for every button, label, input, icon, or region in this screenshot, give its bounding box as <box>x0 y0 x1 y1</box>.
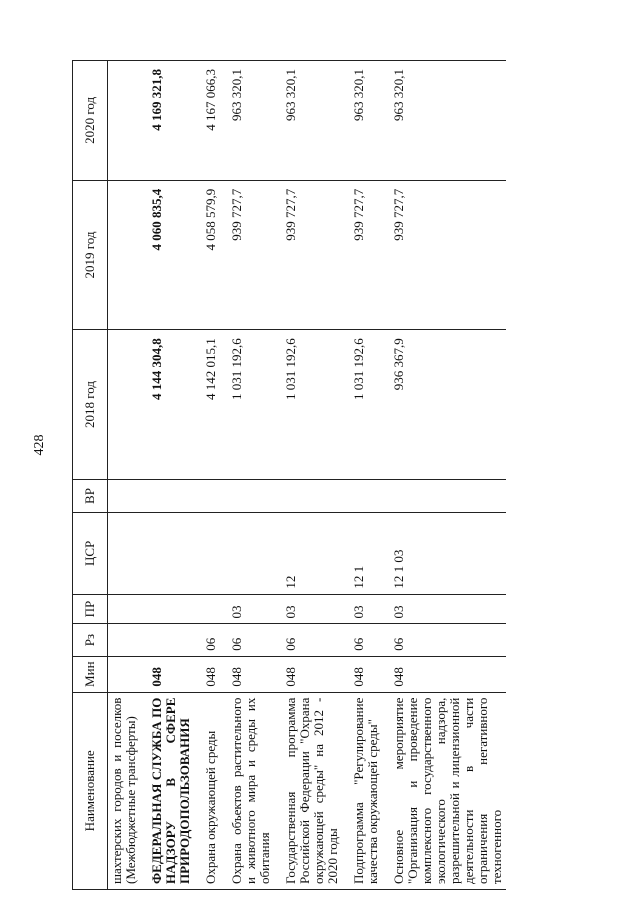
cell-rz: 06 <box>382 624 506 656</box>
cell-name: Охрана окружающей среды <box>194 692 220 889</box>
col-header-2020: 2020 год <box>73 61 108 181</box>
cell-2020 <box>108 61 141 181</box>
cell-csr <box>194 513 220 594</box>
cell-rz <box>140 624 194 656</box>
cell-vr <box>342 479 382 512</box>
col-header-min: Мин <box>73 656 108 692</box>
cell-2019: 4 058 579,9 <box>194 180 220 330</box>
cell-name: Подпрограмма "Регулирование качества окружающей среды" <box>342 692 382 889</box>
cell-2019: 939 727,7 <box>342 180 382 330</box>
cell-vr <box>140 479 194 512</box>
cell-min: 048 <box>194 656 220 692</box>
cell-name: шахтерских городов и поселков (Межбюджетные трансферты) <box>108 692 141 889</box>
table-row <box>274 61 342 890</box>
cell-2019: 939 727,7 <box>274 180 342 330</box>
budget-table <box>72 60 506 890</box>
cell-2020: 963 320,1 <box>382 61 506 181</box>
table-row <box>194 61 220 890</box>
cell-vr <box>220 479 274 512</box>
cell-2020: 963 320,1 <box>220 61 274 181</box>
cell-rz <box>108 624 141 656</box>
page-number: 428 <box>32 434 47 456</box>
cell-min: 048 <box>342 656 382 692</box>
cell-min: 048 <box>274 656 342 692</box>
table-row <box>342 61 382 890</box>
cell-rz: 06 <box>194 624 220 656</box>
cell-2018: 4 144 304,8 <box>140 330 194 480</box>
cell-vr <box>108 479 141 512</box>
table-row <box>140 61 194 890</box>
cell-min: 048 <box>220 656 274 692</box>
col-header-name: Наименование <box>73 692 108 889</box>
cell-2019: 939 727,7 <box>382 180 506 330</box>
cell-min: 048 <box>382 656 506 692</box>
col-header-2019: 2019 год <box>73 180 108 330</box>
table-row <box>220 61 274 890</box>
cell-vr <box>274 479 342 512</box>
col-header-vr: ВР <box>73 479 108 512</box>
table-row <box>382 61 506 890</box>
cell-min <box>108 656 141 692</box>
table-header-row <box>73 61 108 890</box>
rotated-table-container <box>72 60 607 890</box>
cell-2018: 4 142 015,1 <box>194 330 220 480</box>
cell-min: 048 <box>140 656 194 692</box>
table-row <box>108 61 141 890</box>
cell-name: ФЕДЕРАЛЬНАЯ СЛУЖБА ПО НАДЗОРУ В СФЕРЕ ПРИРОДОПОЛЬЗОВАНИЯ <box>140 692 194 889</box>
cell-rz: 06 <box>274 624 342 656</box>
cell-pr: 03 <box>342 594 382 624</box>
cell-2019: 4 060 835,4 <box>140 180 194 330</box>
cell-2019 <box>108 180 141 330</box>
cell-vr <box>382 479 506 512</box>
cell-csr: 12 1 03 <box>382 513 506 594</box>
cell-pr <box>194 594 220 624</box>
cell-name: Государственная программа Российской Федерации "Охрана окружающей среды" на 2012 - 2020 годы <box>274 692 342 889</box>
cell-2018: 936 367,9 <box>382 330 506 480</box>
cell-csr: 12 1 <box>342 513 382 594</box>
cell-2018: 1 031 192,6 <box>342 330 382 480</box>
cell-pr: 03 <box>274 594 342 624</box>
rotated-table-viewport <box>72 60 607 890</box>
cell-rz: 06 <box>342 624 382 656</box>
col-header-2018: 2018 год <box>73 330 108 480</box>
cell-2019: 939 727,7 <box>220 180 274 330</box>
col-header-csr: ЦСР <box>73 513 108 594</box>
cell-csr: 12 <box>274 513 342 594</box>
cell-csr <box>220 513 274 594</box>
cell-2020: 963 320,1 <box>342 61 382 181</box>
cell-2018 <box>108 330 141 480</box>
cell-2018: 1 031 192,6 <box>274 330 342 480</box>
col-header-rz: Рз <box>73 624 108 656</box>
cell-2018: 1 031 192,6 <box>220 330 274 480</box>
cell-pr <box>108 594 141 624</box>
cell-rz: 06 <box>220 624 274 656</box>
cell-pr: 03 <box>382 594 506 624</box>
cell-vr <box>194 479 220 512</box>
cell-name: Охрана объектов растительного и животного мира и среды их обитания <box>220 692 274 889</box>
cell-name: Основное мероприятие "Организация и проведение комплексного государственного экологического надзора, разрешительной и лицензионной деятельности в части ограничения негативного техногенного <box>382 692 506 889</box>
col-header-pr: ПР <box>73 594 108 624</box>
cell-2020: 963 320,1 <box>274 61 342 181</box>
cell-2020: 4 167 066,3 <box>194 61 220 181</box>
cell-csr <box>108 513 141 594</box>
cell-2020: 4 169 321,8 <box>140 61 194 181</box>
cell-pr <box>140 594 194 624</box>
cell-csr <box>140 513 194 594</box>
cell-pr: 03 <box>220 594 274 624</box>
